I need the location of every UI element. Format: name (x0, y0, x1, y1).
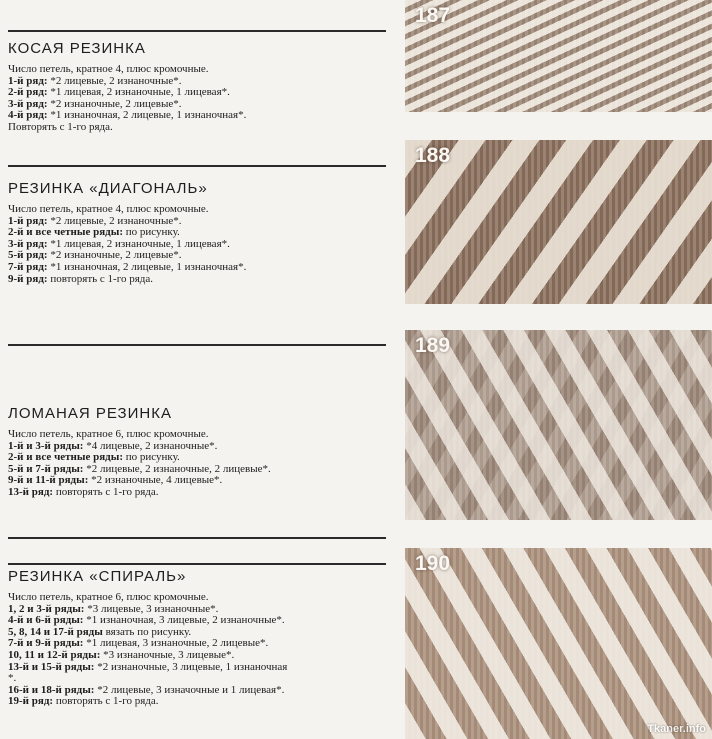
instruction-line: 9-й и 11-й ряды: *2 изнаночные, 4 лицевые*. (8, 474, 223, 487)
instruction-line: 3-й ряд: *1 лицевая, 2 изнаночные, 1 лицевая*. (8, 237, 230, 250)
swatch-number: 190 (415, 552, 451, 575)
instruction-line: 13-й ряд: повторять с 1-го ряда. (8, 485, 159, 498)
pattern-187-section (8, 40, 400, 134)
instruction-line: 1, 2 и 3-й ряды: *3 лицевые, 3 изнаночные*. (8, 602, 219, 615)
section-divider (8, 537, 386, 539)
instruction-line: Повторять с 1-го ряда. (8, 120, 113, 133)
instruction-line: 1-й и 3-й ряды: *4 лицевые, 2 изнаночные*. (8, 439, 218, 452)
instruction-line: 5-й и 7-й ряды: *2 лицевые, 2 изнаночные, 2 лицевые*. (8, 462, 271, 475)
pattern-title: КОСАЯ РЕЗИНКА (8, 40, 146, 57)
instruction-line: 19-й ряд: повторять с 1-го ряда. (8, 695, 159, 708)
instruction-line: Число петель, кратное 4, плюс кромочные. (8, 63, 209, 75)
instruction-line: 1-й ряд: *2 лицевые, 2 изнаночные*. (8, 214, 182, 227)
instruction-line: 4-й ряд: *1 изнаночная, 2 лицевые, 1 изнаночная*. (8, 109, 247, 122)
section-divider (8, 30, 386, 32)
knit-swatch-image (405, 0, 712, 112)
section-divider (8, 165, 386, 167)
instruction-line: 5, 8, 14 и 17-й ряды вязать по рисунку. (8, 625, 192, 638)
knit-swatch-image (405, 330, 712, 520)
instruction-line: 3-й ряд: *2 изнаночные, 2 лицевые*. (8, 97, 182, 110)
swatch-number: 189 (415, 334, 451, 357)
instruction-line: 5-й ряд: *2 изнаночные, 2 лицевые*. (8, 249, 182, 262)
instruction-line: 16-й и 18-й ряды: *2 лицевые, 3 изначочные и 1 лицевая*. (8, 683, 285, 696)
knit-swatch-image (405, 140, 712, 304)
pattern-189-section (8, 405, 400, 499)
instruction-line: 9-й ряд: повторять с 1-го ряда. (8, 272, 153, 285)
instruction-line: *. (8, 672, 17, 685)
instruction-line: Число петель, кратное 6, плюс кромочные. (8, 591, 209, 603)
pattern-188-section (8, 180, 400, 285)
pattern-190-section (8, 568, 400, 708)
instruction-line: Число петель, кратное 6, плюс кромочные. (8, 428, 209, 440)
instruction-line: Число петель, кратное 4, плюс кромочные. (8, 203, 209, 215)
instruction-line: 1-й ряд: *2 лицевые, 2 изнаночные*. (8, 74, 182, 87)
instruction-line: 2-й и все четные ряды: по рисунку. (8, 226, 180, 239)
instruction-line: 7-й и 9-й ряды: *1 лицевая, 3 изнаночные, 2 лицевые*. (8, 637, 269, 650)
section-divider (8, 563, 386, 565)
section-divider (8, 344, 386, 346)
pattern-title: РЕЗИНКА «ДИАГОНАЛЬ» (8, 180, 208, 197)
instruction-line: 10, 11 и 12-й ряды: *3 изнаночные, 3 лицевые*. (8, 648, 235, 661)
pattern-title: РЕЗИНКА «СПИРАЛЬ» (8, 568, 187, 585)
pattern-title: ЛОМАНАЯ РЕЗИНКА (8, 405, 172, 422)
swatch-number: 187 (415, 4, 451, 27)
instruction-line: 13-й и 15-й ряды: *2 изнаночные, 3 лицевые, 1 изнаночная (8, 660, 288, 673)
instruction-line: 2-й ряд: *1 лицевая, 2 изнаночные, 1 лицевая*. (8, 86, 230, 99)
instruction-line: 4-й и 6-й ряды: *1 изнаночная, 3 лицевые, 2 изнаночные*. (8, 614, 285, 627)
instruction-line: 7-й ряд: *1 изнаночная, 2 лицевые, 1 изнаночная*. (8, 260, 247, 273)
knit-swatch-image (405, 548, 712, 739)
swatch-number: 188 (415, 144, 451, 167)
watermark-text: Tkaner.info (647, 723, 706, 735)
instruction-line: 2-й и все четные ряды: по рисунку. (8, 451, 180, 464)
